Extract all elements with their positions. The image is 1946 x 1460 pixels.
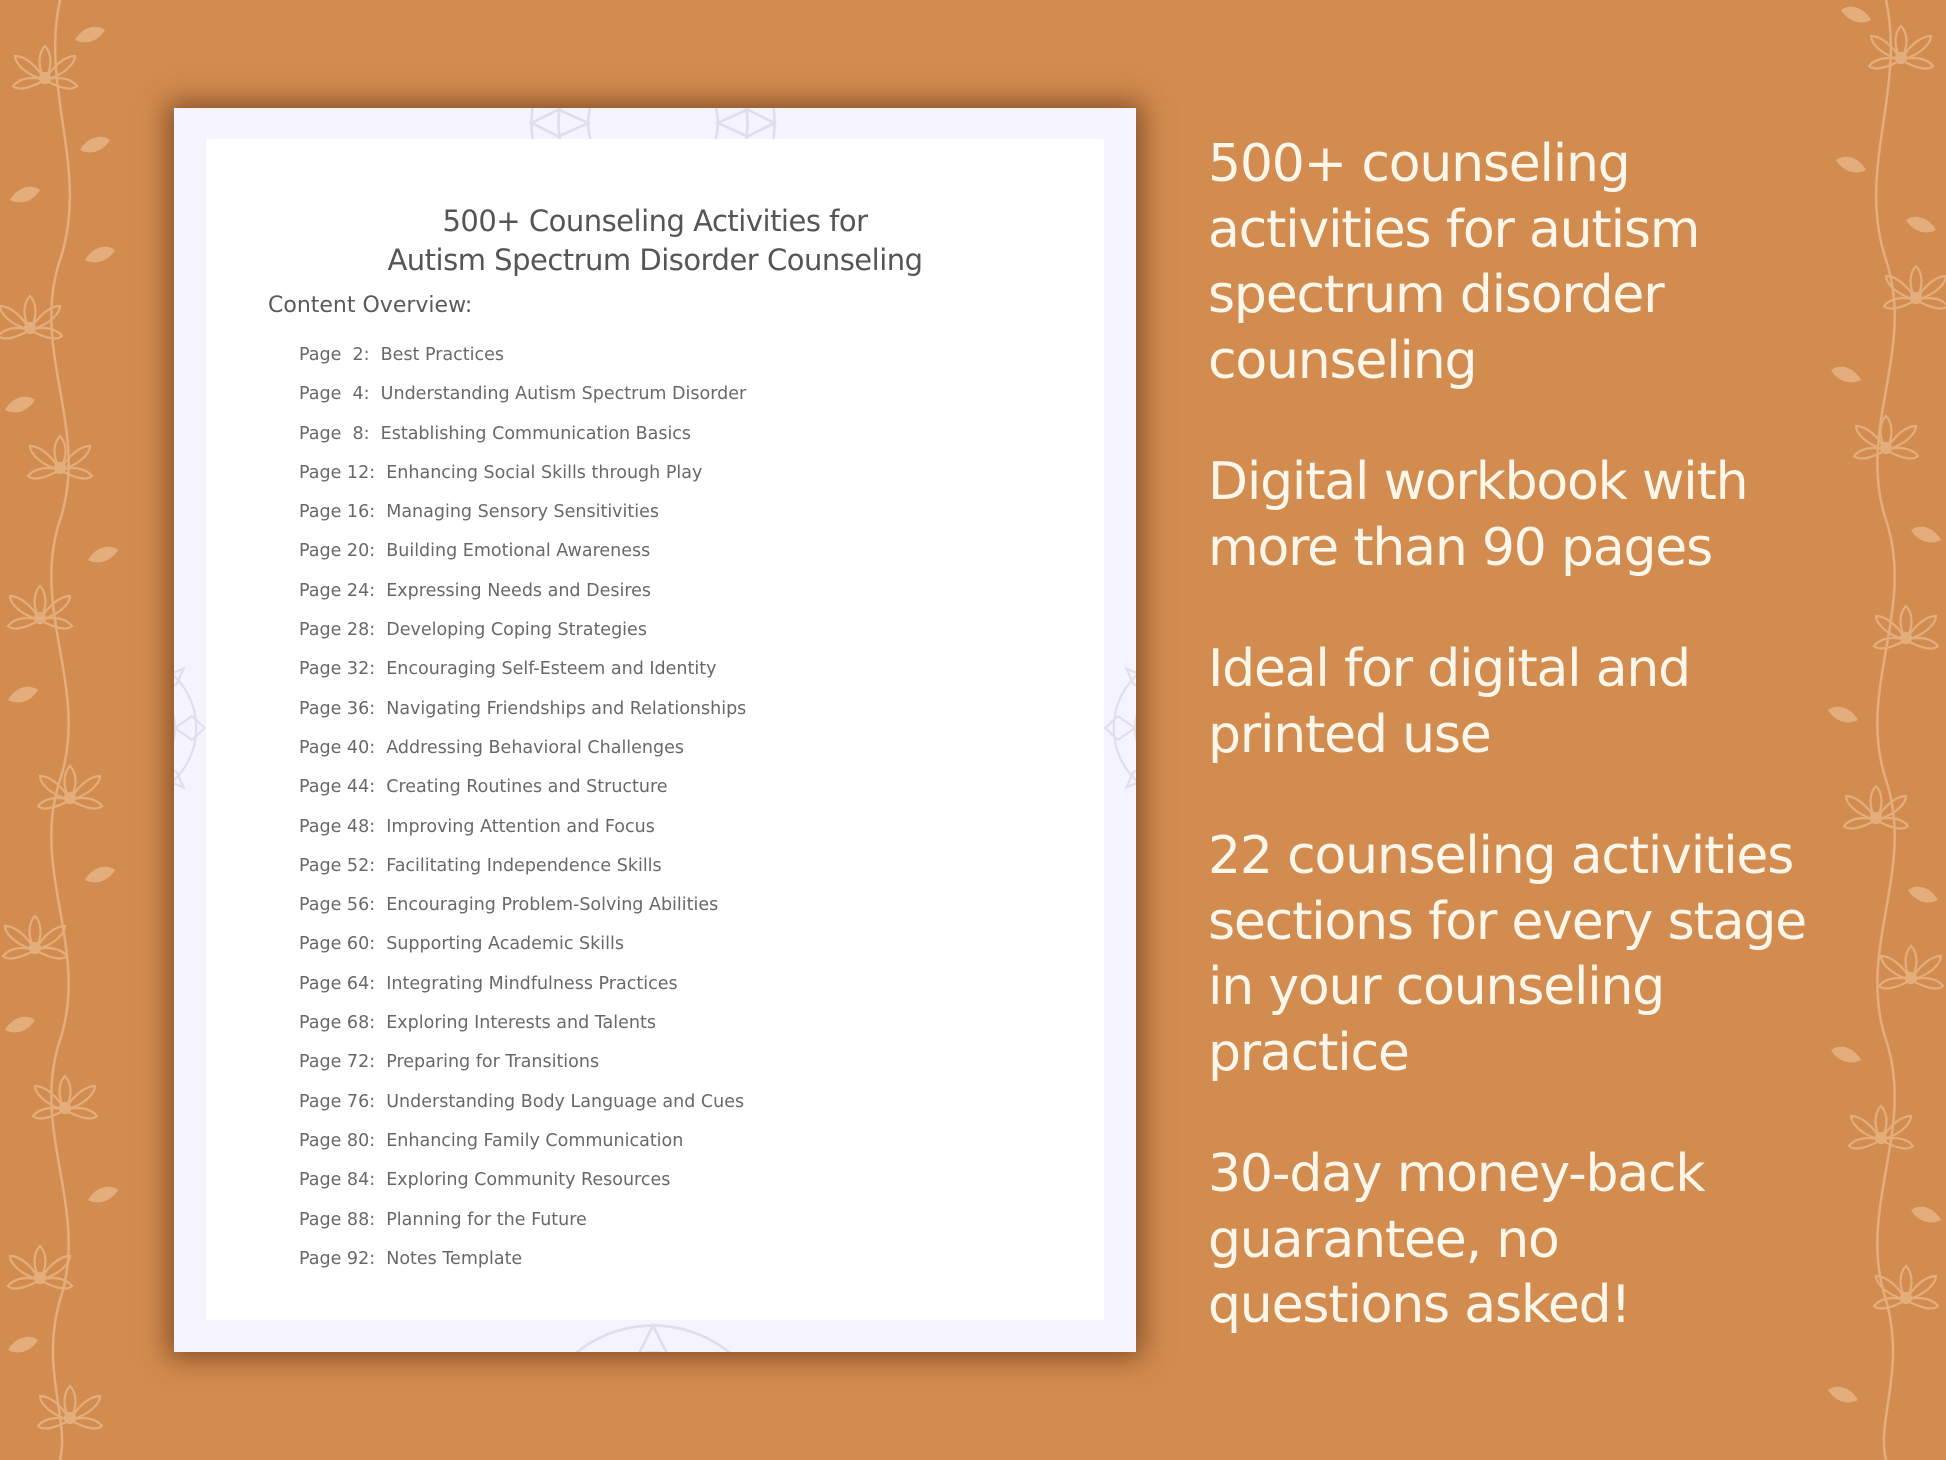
toc-item: Page 12: Enhancing Social Skills through Play — [299, 462, 703, 483]
toc-item: Page 56: Encouraging Problem-Solving Abilities — [299, 895, 719, 916]
feature-digital-printed: Ideal for digital and printed use — [1208, 639, 1690, 765]
toc-item: Page 88: Planning for the Future — [299, 1209, 587, 1230]
toc-item: Page 84: Exploring Community Resources — [299, 1170, 671, 1191]
toc-item: Page 80: Enhancing Family Communication — [299, 1130, 684, 1151]
feature-sections: 22 counseling activities sections for every stage in your counseling practice — [1208, 826, 1806, 1083]
toc-item: Page 28: Developing Coping Strategies — [299, 620, 647, 641]
toc-item: Page 76: Understanding Body Language and Cues — [299, 1091, 745, 1112]
document-title-line-1: 500+ Counseling Activities for — [442, 204, 868, 239]
mandala-right-icon — [1101, 628, 1136, 828]
toc-item: Page 48: Improving Attention and Focus — [299, 816, 655, 837]
toc-item: Page 60: Supporting Academic Skills — [299, 934, 624, 955]
toc-item: Page 2: Best Practices — [299, 345, 505, 365]
toc-item: Page 68: Exploring Interests and Talents — [299, 1013, 656, 1034]
toc-item: Page 20: Building Emotional Awareness — [299, 541, 651, 562]
feature-digital-workbook: Digital workbook with more than 90 pages — [1208, 452, 1748, 578]
feature-guarantee: 30-day money-back guarantee, no questions asked! — [1208, 1144, 1705, 1335]
feature-activities-count: 500+ counseling activities for autism spectrum disorder counseling — [1208, 134, 1700, 391]
content-overview-label: Content Overview: — [268, 293, 473, 318]
document-title — [206, 202, 1104, 280]
toc-item: Page 92: Notes Template — [299, 1248, 523, 1269]
table-of-contents — [299, 342, 746, 1285]
toc-item: Page 72: Preparing for Transitions — [299, 1052, 600, 1073]
toc-item: Page 8: Establishing Communication Basics — [299, 423, 692, 444]
toc-item: Page 24: Expressing Needs and Desires — [299, 580, 652, 601]
toc-item: Page 36: Navigating Friendships and Relationships — [299, 698, 747, 719]
mandala-left-icon — [174, 628, 209, 828]
toc-item: Page 4: Understanding Autism Spectrum Disorder — [299, 384, 747, 405]
toc-item: Page 44: Creating Routines and Structure — [299, 777, 668, 798]
workbook-page-preview — [174, 108, 1136, 1352]
toc-item: Page 32: Encouraging Self-Esteem and Identity — [299, 659, 717, 680]
toc-item: Page 52: Facilitating Independence Skills — [299, 855, 662, 876]
floral-vine-left-icon — [0, 0, 130, 1460]
document-title-line-2: Autism Spectrum Disorder Counseling — [387, 243, 923, 278]
toc-item: Page 40: Addressing Behavioral Challenges — [299, 737, 685, 758]
page-content-area — [206, 139, 1104, 1320]
feature-list — [1208, 132, 1908, 1395]
toc-item: Page 16: Managing Sensory Sensitivities — [299, 502, 660, 523]
toc-item: Page 64: Integrating Mindfulness Practices — [299, 973, 678, 994]
